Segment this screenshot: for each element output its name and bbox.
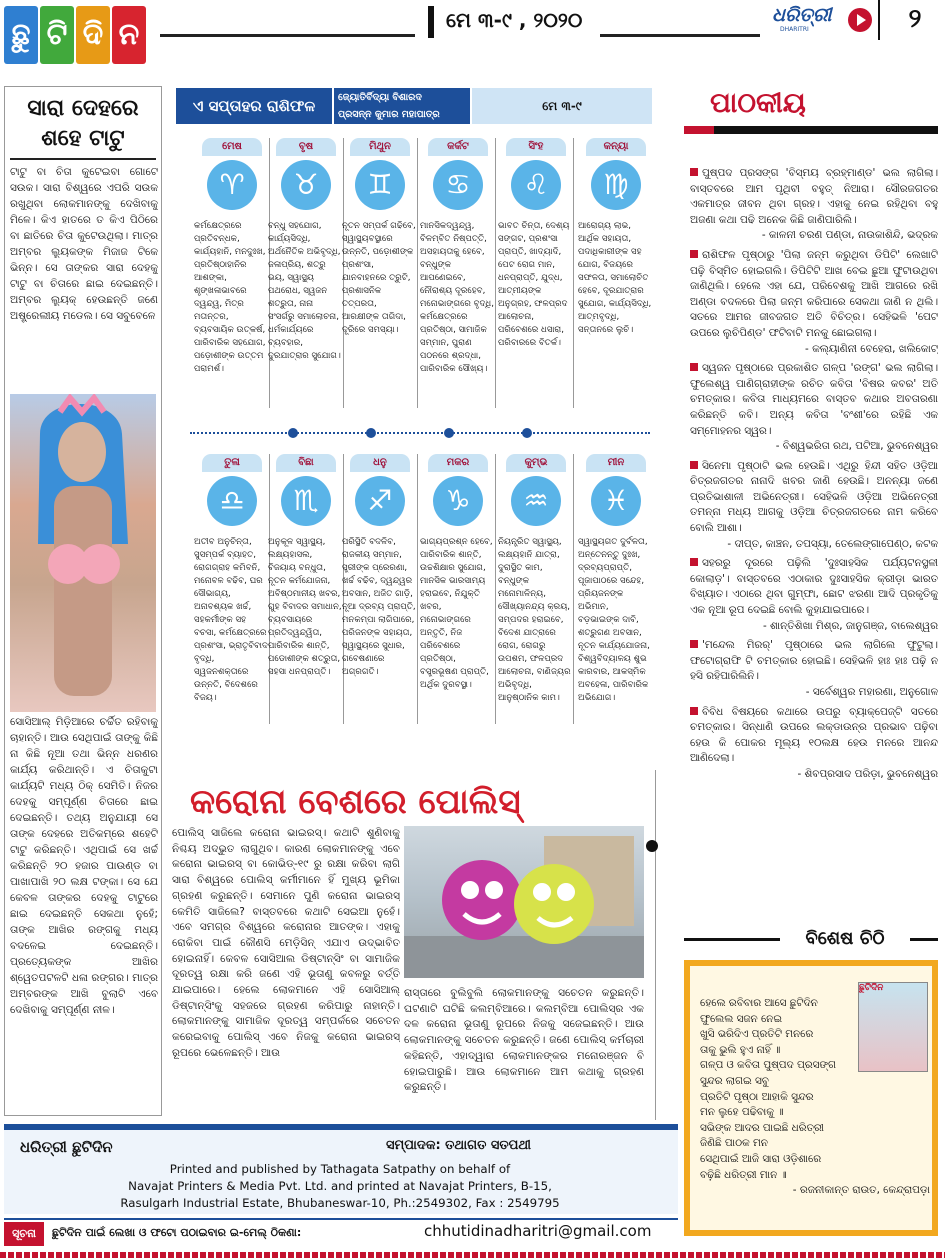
pathakiya-title: ପାଠକୀୟ [710,86,806,119]
letter-text: ସିନେମା ପୃଷ୍ଠାଟି ଭଲ ହେଉଛି। ଏଥିରୁ ହିନ୍ଦୀ ସହିତ ଓଡ଼ିଆ ଚିତ୍ରଜଗତର ନାନାଦି ଖବର ଜାଣି ହେଉଛି। ଅନନ୍ୟା ଜଣେ ପ୍ରତିଭାଶାଳୀ ଅଭିନେତ୍ରୀ। ସେହିଭଳି ଓଡ଼ିଆ ଅଭିନେତ୍ରୀ ତମନ୍ନା ମଧ୍ୟ ଆଗକୁ ଓଡ଼ିଆ ଚିତ୍ରଜଗତରେ ନାମ କରିବେ ବୋଲି ଆଶା। [690,459,938,535]
sign-forecast-11: ନିୟନ୍ତ୍ରିତ ସ୍ୱାସ୍ଥ୍ୟ, ଲକ୍ଷ୍ୟହାନି ଯାତ୍ରା, ଦୁରାସ୍ଥିତ କାମ, ବନ୍ଧୁଙ୍କ ମନୋମାଳିନ୍ୟ, ସୌଖ୍ୟାନନ୍ଦ୍ୟ କ୍ରୟ, ସମ୍ପଦର ହରାଇବେ, ବିଦେଶ ଯାତ୍ରାରେ ରୋଗ, ରୋଗରୁ ଉପଶମ, ଫଳପ୍ରଦ ଆଲୋଚନା, ବାଣିଜ୍ୟର ଅଭିବୃଦ୍ଧି, ଆନୁଷ୍ଠାନିକ କାମ। [498,537,571,703]
letter-signature: - ସର୍ବେଶ୍ୱର ମହାରଣା, ଅନୁଗୋଳ [805,686,938,698]
poem-line: ସଭିଙ୍କ ଆଦର ପାଇଛି ଧରିତ୍ରୀ [700,1121,825,1134]
sign-divider [573,454,574,724]
letter-signature: - କାଳନୀ ଚରଣ ପଣ୍ଡା, ନାଉକାଶିନ୍ଦି, ଭଦ୍ରକ [761,229,938,242]
sign-divider [573,138,574,408]
sign-forecast-1: କର୍ମକ୍ଷେତ୍ରରେ ପ୍ରତିବନ୍ଧକ, କାର୍ଯ୍ୟହାନି, ମନଦୁଃଖ, ପ୍ରତିଷ୍ଠାହାନିର ଆଶଙ୍କା, ଶୃଙ୍ଖଳାଭାବରେ ଦ୍ୱନ୍ଦ୍ୱ, ମିତ୍ର ମତାନ୍ତର, ବ୍ୟବସାୟିକ ଉତ୍କର୍ଷ, ପାରିବାରିକ ସହଯୋଗ, ପଡ଼ୋଶୀଙ୍କ ଉତ୍ତମ ପରାମର୍ଶ। [194,221,266,374]
tattoo-model-photo [10,394,156,712]
poem-line: ସୁନ୍ଦର ଲାଗଇ ସବୁ [700,1074,769,1087]
divider-dot [366,428,376,438]
poem-line: ପ୍ରତିଟି ପୃଷ୍ଠା ଆହାକି ସୁନ୍ଦର [700,1090,814,1103]
bullet-icon [690,363,698,371]
bishesh-thumbnail-label: ଛୁଟିଦିନ [859,983,884,993]
play-icon [848,8,872,32]
sign-tab-8: ବିଛା [276,454,336,472]
astrologer-name: ପ୍ରସନ୍ନ କୁମାର ମହାପାତ୍ର [338,109,440,120]
reader-letter [690,361,938,439]
corona-text-left: ପୋଲିସ୍ ସାଜିଲେ କରୋନା ଭାଇରସ୍। କଥାଟି ଶୁଣିବାକୁ ନିଶ୍ଚୟ ଅଦ୍ଭୁତ ଲାଗୁଥିବ। କାରଣ ଲୋକମାନଙ୍କୁ ଏବେ କରୋନା ଭାଇରସ୍ ବା କୋଭିଡ୍-୧୯ ରୁ ରକ୍ଷା କରିବା ଲାଗି ସାରା ବିଶ୍ୱରେ ପୋଲିସ୍ କର୍ମୀମାନେ ହିଁ ମୁଖ୍ୟ ଭୂମିକା ଗ୍ରହଣ କରୁଛନ୍ତି। ସେମାନେ ପୁଣି କରୋନା ଭାଇରସ୍ କେମିତି ସାଜିଲେ? ବାସ୍ତବରେ କଥାଟି ସେଇଆ ନୁହେଁ। ଏବେ ସମଗ୍ର ବିଶ୍ୱରେ କରୋନାର ଆତଙ୍କ। ଏହାକୁ ରୋକିବା ପାଇଁ କୌଣସି ମେଡ଼ିସିନ୍ ଏଯାଏ ଉଦ୍ଭାବିତ ହୋଇନାହିଁ। କେବଳ ସୋସିଆଲ ଡିଷ୍ଟାନ୍ସିଂ ବା ସାମାଜିକ ଦୂରତ୍ୱ ରକ୍ଷା କରି ଜଣେ ଏହି ଭୂତାଣୁ କବଳରୁ ବର୍ତ୍ତି ଯାଇପାରେ। ହେଲେ ଲୋକମାନେ ଏହି ସୋସିଆଲ୍ ଡିଷ୍ଟାନ୍ସିଂକୁ ସହଜରେ ଗ୍ରହଣ କରିପାରୁ ନାହାନ୍ତି। ଲୋକମାନଙ୍କୁ ସାମାଜିକ ଦୂରତ୍ୱ ସମ୍ପର୍କରେ ସଚେତନ କରେଇବାକୁ ପୋଲିସ୍ ଏବେ ନିଜକୁ କରୋନା ଭାଇରସ୍ ରୂପରେ ଭେଳେଛନ୍ତି। ଆଉ [172,827,400,1059]
sign-tab-3: ମିଥୁନ [350,138,410,156]
astrologer-box [334,88,470,124]
sign-tab-12: ମୀନ [586,454,646,472]
tattoo-paragraph-1: ଟାଟୁ ବା ଚିତା କୁଟେଇବା ଗୋଟେ ସଉକ। ସାରା ବିଶ୍ୱରେ ଏପରି ସଉକ ରଖୁଥିବା ଲୋକମାନଙ୍କୁ ଦେଖିବାକୁ ମିଳେ। କିଏ ହାତରେ ତ କିଏ ପିଠିରେ ବା ଛାତିରେ ଚିତା କୁଟେଉଥିଲା। ମାତ୍ର ଅମ୍ବର ଲ୍ୟୁକଙ୍କ ମିଜାଜ ଟିକେ ଭିନ୍ନ। ସେ ତାଙ୍କର ସାରା ଦେହକୁ ଟାଟୁ ବା ଚିତାରେ ଛାଇ ଦେଇଛନ୍ତି। ଅମ୍ବର ଲ୍ୟୁକ୍ ହେଉଛନ୍ତି ଜଣେ ଅଷ୍ଟ୍ରେଲୀୟ ମଡେଲ। ସେ ସବୁବେଳେ [10,166,158,322]
letter-text: ବିବିଧ ବିଷୟରେ କଥାରେ ଉପରୁ ବ୍ୟାକ୍‌ପେଜ୍‌ଟି ସତରେ ଚମତ୍କାର। ସିନ୍ଧାଣି ଉପରେ ଲକ୍‌ଡାଉନ୍‌ର ପ୍ରଭାବ ପଢ଼ିବା ହେଉ କି ପୋକର ମୂଲ୍ୟ ୧୦ଲକ୍ଷ ହେଉ ମନରେ ଆନନ୍ଦ ଆଣିଦେଲା। [690,705,938,765]
rashifal-title: ଏ ସପ୍ତାହର ରାଶିଫଳ [176,88,332,124]
poem-line: ବଢ଼ିଛି ଧରିତ୍ରୀ ମାନ ॥ [700,1168,787,1181]
tattoo-headline-2: ଶହେ ଟାଟୁ [41,126,125,151]
sign-forecast-9: ପରିସ୍ଥିତି ବଦଳିବ, ରାଜକୀୟ ସମ୍ମାନ, ସ୍ତ୍ରୀଙ୍କ ପ୍ରେରଣା, ଖର୍ଚ୍ଚ ବଢିବ, ଦ୍ୱନ୍ଦ୍ୱର ଅବସାନ, ଅଜିତ ଗାଡ଼ି, ନୂଆ ଦ୍ରବ୍ୟ ପ୍ରାପ୍ତି, ମନକମ୍ପା ଲାଗିପାରେ, ପରିଜନଙ୍କ ସହାୟତା, ସ୍ୱାସ୍ଥ୍ୟରେ ସୁଧାର, ଗବେଷଣାରେ ଅଗ୍ରଗତି। [342,537,416,677]
corona-headline: କରୋନା ବେଶରେ ପୋଲିସ୍ [190,782,521,822]
bullet-icon [690,461,698,469]
letter-text: ସହରରୁ ଦୂରରେ ପଢ଼ିଲି 'ଦୁଃସାହସିକ ପର୍ଯ୍ୟଟନସ୍ଥଳୀ କୋଲାଡ଼'। ବାସ୍ତବରେ ଏଠାକାର ଦୁଃସାହସିକ କ୍ରୀଡ଼ା ଭାରତ ବିଖ୍ୟାତ। ଏଠାରେ ଥିବା ଗୁମ୍ଫା, ଛୋଟ ଝରଣା ଆଦି ପ୍ରକୃତିକୁ ଏକ ନୂଆ ରୂପ ଦେଇଛି ବୋଲି କୁହାଯାଇପାରେ। [690,557,938,617]
reader-letter [690,459,938,537]
sign-tab-1: ମେଷ [202,138,262,156]
poem-signature: - ରଜନୀକାନ୍ତ ରାଉତ, କେନ୍ଦ୍ରାପଡ଼ା [792,1184,930,1197]
logo-letter-1: ଛୁ [4,6,38,64]
letter-signature: - ଶାନ୍ତିଶିଖା ମିଶ୍ର, ଜାନୁଗଞ୍ଜ, ବାଲେଶ୍ୱର [763,619,938,632]
zodiac-icon-7: ♎ [207,476,257,526]
sign-forecast-3: ନୂତନ ସମ୍ପର୍କ ଗଢିବେ, ସ୍ୱାସ୍ଥ୍ୟବସ୍ଥାରେ ଉନ୍ନତି, ପଡ଼ୋଶୀଙ୍କ ପ୍ରଶଂସା, ଯାନବାହନରେ ତ୍ରୁଟି, ପ୍ରଶାସନିକ ତତ୍ପରତା, ଆରକ୍ଷୀଙ୍କ ତାଗିଦା, ଦୂରିରେ ସମସ୍ୟା। [342,221,416,335]
sign-tab-7: ତୁଳା [202,454,262,472]
rashifal-date: ମେ ୩-୯ [472,88,652,124]
letter-signature: - ବିଶ୍ୱଭରିତା ରଥ, ପଟିଆ, ଭୁବନେଶ୍ୱର [775,440,938,453]
logo-letter-3: ଦି [76,6,110,64]
bullet-icon [690,250,698,258]
zodiac-icon-6: ♍ [591,160,641,210]
sign-tab-10: ମକର [428,454,488,472]
header-rule-left [160,34,415,37]
poem-line: ଖୁସି ଭରିଦିଏ ପ୍ରତିଟି ମନରେ [700,1028,814,1041]
reader-letter [690,166,938,228]
brand-sub: DHARITRI [780,26,809,33]
letter-signature: - ଶିବପ୍ରସାଦ ପରିଡ଼ା, ଭୁବନେଶ୍ୱର [797,767,938,780]
notice-label: ସୂଚନା [4,1222,44,1246]
zodiac-icon-2: ♉ [281,160,331,210]
zodiac-icon-10: ♑ [433,476,483,526]
poem-line: ଜିଣିଛି ପାଠକ ମନ [700,1137,768,1150]
sign-forecast-10: ଭାଗ୍ୟପ୍ରଶ୍ନ ହେବେ, ପାରିବାରିକ ଶାନ୍ତି, ଉଚ୍ଚଶିକ୍ଷାର ସୁଯୋଗ, ମାନସିକ ଭାରସାମ୍ୟ ହରାଇବେ, ନିଯୁକ୍ତି ଖବର, ମନୋଭାଙ୍ଗରେ ଅନ୍ତୃତି, ନିଜ ପରିବେଶରେ ପ୍ରତିଷ୍ଠା, ବସ୍ତ୍ରଭୂଷଣ ପ୍ରାପ୍ତି, ଅର୍ଥିକ ଦୁରବସ୍ଥା। [420,537,493,690]
sign-divider [495,138,496,408]
sign-forecast-12: ସ୍ୱାସ୍ଥ୍ୟଗତ ଦୁର୍ବଳତା, ଅନ୍ତେନନ୍ତୁ ଦୁଃଖ, ଦ୍ରବ୍ୟପ୍ରାପ୍ତି, ପୂଜାପାଠରେ ସନ୍ଦେହ, ପ୍ରିୟଜନଙ୍କ ଅଭିମାନ, ବଡ଼ଭାଇଙ୍କ ଦାବି, ଶତ୍ରୁଗଣ ଅବସାନ, ନୂତନ କାର୍ଯ୍ୟଯୋଜନା, ବିଶ୍ୱବିଦ୍ୟାଳୟ ଶୁଭ କାରବାର, ଆକସ୍ମିକ ଅବହେଳା, ପାରିବାରିକ ଅଭିଯୋଗ। [578,537,650,703]
zodiac-icon-1: ♈ [207,160,257,210]
header-rule-mid [600,34,760,37]
reader-letter [690,705,938,767]
tattoo-headline-1: ସାରା ଦେହରେ [27,96,139,121]
sign-forecast-2: ବନ୍ଧୁ ସହଯୋଗ, କାର୍ଯ୍ୟସିଦ୍ଧି, ଅର୍ଥନୈତିକ ଅଭିବୃଦ୍ଧି, ଜଳାପ୍ରିୟ, ଶତ୍ରୁ ଭୟ, ସ୍ୱାସ୍ଥ୍ୟ ପଥରୋଧ, ସ୍ୱଜନ ଶତ୍ରୁତା, ନାନା ସଂସର୍ଗରୁ ସମାଲୋଚନା, ଧର୍ମକାର୍ଯ୍ୟରେ ବ୍ୟବହାର, ଦୁରଯାତ୍ରାର ସୁଯୋଗ। [268,221,341,361]
footer-print-line-1: Printed and published by Tathagata Satpathy on behalf of [169,1162,511,1176]
poem-line: ଫୁଲେଲ ସଜନ ନେଇ [700,1012,782,1025]
poem-line: ହେଲେ ରବିବାର ଆସେ ଛୁଟିଦିନ [700,997,818,1009]
poem-line: ତାକୁ ଭୁଲି ହୁଏ ନାହିଁ ॥ [700,1043,781,1056]
astrologer-title: ଜ୍ୟୋତିର୍ବିଦ୍ୟା ବିଶାରଦ [338,92,422,103]
poem-line: ଗଳ୍ପ ଓ କବିତା ପୁଷ୍ପଦ ପ୍ରସଙ୍ଗ [700,1059,837,1072]
sign-forecast-6: ଆରୋଗ୍ୟ ଲାଭ, ଆର୍ଥିକ ସହାୟତା, ପଦାଧିକାରୀଙ୍କ ସହ ଯୋଗ, ବିଜୟରେ ସଫଳତା, ସମାଲୋଚିତ ହେବେ, ଦୂରଯାତ୍ରାର ସୁଯୋଗ, କାର୍ଯ୍ୟସିଦ୍ଧି, ଆତ୍ମବୃଦ୍ଧି, ସନ୍ତାନରେ ଲୁଚି। [578,221,652,335]
tattoo-paragraph-2: ସୋସିଆଲ୍ ମିଡ଼ିଆରେ ଚର୍ଚ୍ଚିତ ରହିବାକୁ ଚାହାନ୍ତି। ଆଉ ସେଥିପାଇଁ ତାଙ୍କୁ କିଛି ନା କିଛି ନୂଆ ତଥା ଭିନ୍ନ ଧରଣର କାର୍ଯ୍ୟ କରିଥାନ୍ତି। ଏ ଚିତାକୁଟା କାର୍ଯ୍ୟଟି ମଧ୍ୟ ଠିକ୍ ସେମିତି। ନିଜର ଦେହକୁ ସମ୍ପୂର୍ଣ୍ଣ ଚିତାରେ ଛାଇ ଦେଇଛନ୍ତି। ତଥ୍ୟ ଅନୁଯାୟୀ ସେ ତାଙ୍କ ଦେହରେ ଅତିକମ୍‌ରେ ଶହେଟି ଟାଟୁ କରିଛନ୍ତି। ଏଥିପାଇଁ ସେ ଖର୍ଚ୍ଚ କରିଛନ୍ତି ୨୦ ହଜାର ପାଉଣ୍ଡ ବା ପାଖାପାଖି ୨୦ ଲକ୍ଷ ଟଙ୍କା। ସେ ଯେ କେବଳ ତାଙ୍କର ଦେହକୁ ଟାଟୁରେ ଛାଇ ଦେଇଛନ୍ତି ସେକଥା ନୁହେଁ; ତାଙ୍କ ଆଖିର ରଙ୍ଗକୁ ମଧ୍ୟ ବଦଳେଇ ଦେଇଛନ୍ତି। ପ୍ରତ୍ୟେକଙ୍କ ଆଖିର ଶ୍ୱେତପଟଳଟି ଧଳା ରଙ୍ଗର। ମାତ୍ର ଅମ୍ବରଙ୍କ ଆଖି ବୁଲାଟି ଏବେ ଦେଖିବାକୁ ସମ୍ପୂର୍ଣ୍ଣ ନୀଳ। [10,716,158,1016]
sign-tab-11: କୁମ୍ଭ [506,454,566,472]
bullet-icon [690,640,698,648]
divider-dot [444,428,454,438]
bishesh-poem [700,996,930,1236]
footer-editor: ସମ୍ପାଦକ: ତଥାଗତ ସତପଥୀ [386,1138,531,1153]
zodiac-icon-9: ♐ [355,476,405,526]
sign-divider [495,454,496,724]
corona-photo [404,826,644,978]
logo-letter-2: ଟି [40,6,74,64]
poem-line: ସେଥିପାଇଁ ଆଜି ସାରା ଓଡ଼ିଶାରେ [700,1152,822,1165]
reader-letter [690,248,938,342]
footer-brand: ଧରିତ୍ରୀ ଛୁଟିଦିନ [20,1138,113,1156]
bullet-icon [690,558,698,566]
notice-text: ଛୁଟିଦିନ ପାଇଁ ଲେଖା ଓ ଫଟୋ ପଠାଇବାର ଇ-ମେଲ୍ ଠିକଣା: [52,1226,302,1239]
issue-date: ମେ ୩-୯ , ୨୦୨୦ [446,8,583,32]
corona-bullet-dot [646,840,658,852]
sign-tab-2: ବୃଷ [276,138,336,156]
poem-line: ମନ ଲୁହେ ପଢିବାକୁ ॥ [700,1106,784,1119]
sign-tab-6: କନ୍ୟା [586,138,646,156]
sign-divider [417,454,418,724]
sign-forecast-5: ଭାବତ ଚିନ୍ତା, ଦେଶ୍ୟ ସଙ୍ଗଟ, ପ୍ରଶଂସା ପ୍ରାପ୍ତି, ଖାଦ୍ୟାଦି, ପେଟ ରୋଗ ମାନ, ଧନପ୍ରାପ୍ତି, ଯୁଦ୍ଧ, ଆତ୍ମୀୟଙ୍କ ଅନୁଗ୍ରହ, ଫଳପ୍ରଦ ଆଲୋଚନା, ପରିବେଶରେ ଧସାରା, ପରିବାରରେ ବିତର୍କ। [498,221,570,348]
letter-text: 'ମନ୍ଦେଲ ମିରର୍' ପୃଷ୍ଠାରେ ଭଲ ଲାଗିଲେ ଫୁଟୁଲା। ଫଟୋଗ୍ରାଫି ଟି ଚମତ୍କାର ହୋଇଛି। ସେହିଭଳି ହାଃ ହାଃ ପଢ଼ି ନ ହସି ରହିପାରିଲିନି। [690,639,938,683]
sign-tab-5: ସିଂହ [506,138,566,156]
sign-forecast-8: ଅନୁକୂଳ ସ୍ୱାସ୍ଥ୍ୟ, ଲକ୍ଷ୍ୟହାସଲ, ବିଜୟାୟ ବନ୍ଧୁତା, ନୂତନ କର୍ମଯୋଜନା, ଅବିଷ୍ଠମାନୀୟ ଖବର, ଗୁହ ବିବାଦର ସମାଧାନ, ବ୍ୟବସାୟରେ ପ୍ରତିଦ୍ୱନ୍ଦ୍ୱିତା, ପାରିବାରିକ ଶାନ୍ତି, ପଡୋଶୀଙ୍କ ଶତ୍ରୁତା, ସହସା ଧନପ୍ରାପ୍ତି। [268,537,342,677]
letter-text: ସ୍ୱଜନ ପୃଷ୍ଠାରେ ପ୍ରକାଶିତ ଗଳ୍ପ 'ରଙ୍ଗ' ଭଲ ଲାଗିଲା। ଫୁଲେଶ୍ୱ ପାଣିଗ୍ରାହୀଙ୍କ ରଚିତ କବିତା 'ବିଷର କବର' ଅତି ଚମତ୍କାର। କବିତା ମାଧ୍ୟମରେ ବାସ୍ତବ କଥାର ଅବତାରଣା କରିଛନ୍ତି କବି। ଅନ୍ୟ କବିତା 'ବଂଶୀ'ରେ ରହିଛି ଏକ ସମ୍ମୋହନର ସ୍ୱର। [690,362,938,437]
pathakiya-rule-accent [684,126,714,134]
zodiac-icon-5: ♌ [511,160,561,210]
divider-dot [522,428,532,438]
letter-text: ରାଶିଫଳ ପୃଷ୍ଠାରୁ 'ପିଲା ଜନ୍ମ କରୁଥିବା ଡିପିଟି' ଲେଖାଟି ପଢ଼ି ବିସ୍ମିତ ହୋଇଗଲି। ଡିପିଟିଟି ଆଖ ବେଇ ଛୁଆ ଫୁଟାଉଥିବା ଜାଣିଥିଲି। ହେଲେ ଏହା ଯେ, ପରିବେଶକୁ ଆଖି ଆଗରେ ରଖି ଅଣ୍ଡା ବଦଳରେ ପିଲା ଜନ୍ମ କରିପାରେ ସେକଥା ଜାଣି ନ ଥିଲି। ସତରେ ଆମର ଜୀବଜଗତ ଅତି ବିଚିତ୍ର। ସେହିଭଳି 'ପେଟ ଉପରେ ଲୁଚିପିଣ୍ଡ' ଫଟିବାଟି ମନକୁ ଛୋଇଗଲା। [690,248,938,339]
reader-letter [690,638,938,685]
sign-tab-9: ଧନୁ [350,454,410,472]
pathakiya-rule [684,126,938,134]
corona-text-right: ରାସ୍ତାରେ ବୁଲିବୁଲି ଲୋକମାନଙ୍କୁ ସଚେତନ କରୁଛନ୍ତି। ଘଟଣାଟି ଘଟିଛି କଲମ୍ବିଆରେ। କଲମ୍ବିଆ ପୋଲିସ୍‌ର ଏକ ଦଳ କରୋନା ଭୂତାଣୁ ରୂପରେ ନିଜକୁ ସଜେଇଛନ୍ତି। ଆଉ ଲୋକମାନଙ୍କୁ ସଚେତନ କରୁଛନ୍ତି। ଜଣେ ପୋଲିସ୍ କର୍ମଚାରୀ କହିଛନ୍ତି, ଏହାଦ୍ୱାରା ଲୋକମାନଙ୍କର ମନୋରଞ୍ଜନ ବି ହୋଇପାରୁଛି। ଆଉ ଲୋକମାନେ ଆମ କଥାକୁ ଗ୍ରହଣ କରୁଛନ୍ତି। [404,987,644,1094]
zodiac-icon-8: ♏ [281,476,331,526]
headline-underline [10,158,156,160]
sign-divider [417,138,418,408]
zodiac-icon-4: ♋ [433,160,483,210]
footer-print-line-3: Rasulgarh Industrial Estate, Bhubaneswar-10, Ph.:2549302, Fax : 2549795 [120,1196,560,1210]
sign-forecast-4: ମାନସିକଦ୍ୱନ୍ଦ୍ୱ, ବିଳମ୍ବିତ ନିଷ୍ପତ୍ତି, ଅସହାୟତାକୁ ହେବେ, ବନ୍ଧୁଙ୍କ ଆପଣେଇବେ, ନୌରାଶ୍ୟ ଦୂରହେବ, ମନୋଭାଙ୍ଗରେ ବୃଦ୍ଧି, କର୍ମକ୍ଷେତ୍ରରେ ପ୍ରତିଷ୍ଠା, ସାମାଜିକ ସମ୍ମାନ, ପୁରାଣ ପଠନରେ ଶ୍ରଦ୍ଧା, ପାରିବାରିକ ସୌଖ୍ୟ। [420,221,494,374]
reader-letters [690,166,938,906]
page-number-rule [878,0,880,40]
page-number: ୨ [908,4,922,34]
zodiac-icon-11: ♒ [511,476,561,526]
bullet-icon [690,707,698,715]
sign-forecast-7: ଅତୀବ ଅନୁଚିନ୍ତା, ସୁସମ୍ପର୍କ ବ୍ୟାହତ, ରୋଗଗ୍ରାହ କମିବନି, ମନୋବଳ ବଢିବ, ଘର ସୌଭାଗ୍ୟ, ଅନାବଶ୍ୟକ ଖର୍ଚ୍ଚ, ସହକର୍ମୀଙ୍କ ସହ ବଚସା, କର୍ମକ୍ଷେତ୍ରରେ ପ୍ରଶଂସା, ଭ୍ରାତୃବିବାଦ ବୃଦ୍ଧି, ସ୍ୱଜନଶକ୍ତାରେ ଉନ୍ନତି, ବିଦେଶରେ ବିଜୟ। [194,537,268,703]
brand-logo [772,4,852,40]
letter-text: ପୁଷ୍ପଦ ପ୍ରସଙ୍ଗ 'ବିସ୍ମୟ ବ୍ରହ୍ମାଣ୍ଡ' ଭଲ ଲାଗିଲା। ବାସ୍ତବରେ ଆମ ପୃଥିବୀ ବହୁତ୍ ନିଆରା। ସୌରଜଗତର ଏକମାତ୍ର ଜୀବନ ଥିବା ଗ୍ରହ। ଏହାକୁ ନେଇ ରହିଥିବା ବହୁ ଅଜଣା କଥା ପଢି ଅନେକ କିଛି ଜାଣିପାରିଲି। [690,167,938,226]
bishesh-title: ବିଶେଷ ଚିଠି [780,928,910,949]
zodiac-icon-3: ♊ [355,160,405,210]
reader-letter [690,556,938,618]
zodiac-icon-12: ♓ [591,476,641,526]
page-bottom-rule [0,1252,945,1258]
brand-name: ଧରିତ୍ରୀ [772,4,832,26]
sign-tab-4: କର୍କଟ [428,138,488,156]
logo-letter-4: ନ [112,6,146,64]
letter-signature: - ଦୀପ୍ତ, କାଞ୍ଚନ, ତପସ୍ୟା, ତେଲେଙ୍ଗାପେଣ୍ଠ, କଟକ [727,537,938,550]
sign-row-divider [190,432,650,434]
divider-dot [288,428,298,438]
date-separator [428,6,434,38]
notice-email[interactable]: chhutidinadharitri@gmail.com [424,1222,652,1240]
masthead [4,6,164,66]
footer-print-line-2: Navajat Printers & Media Pvt. Ltd. and printed at Navajat Printers, B-15, [128,1179,552,1193]
bullet-icon [690,168,698,176]
letter-signature: - କଲ୍ୟାଣିନୀ ବେହେରା, ଖଲିକୋଟ୍ [805,342,938,355]
